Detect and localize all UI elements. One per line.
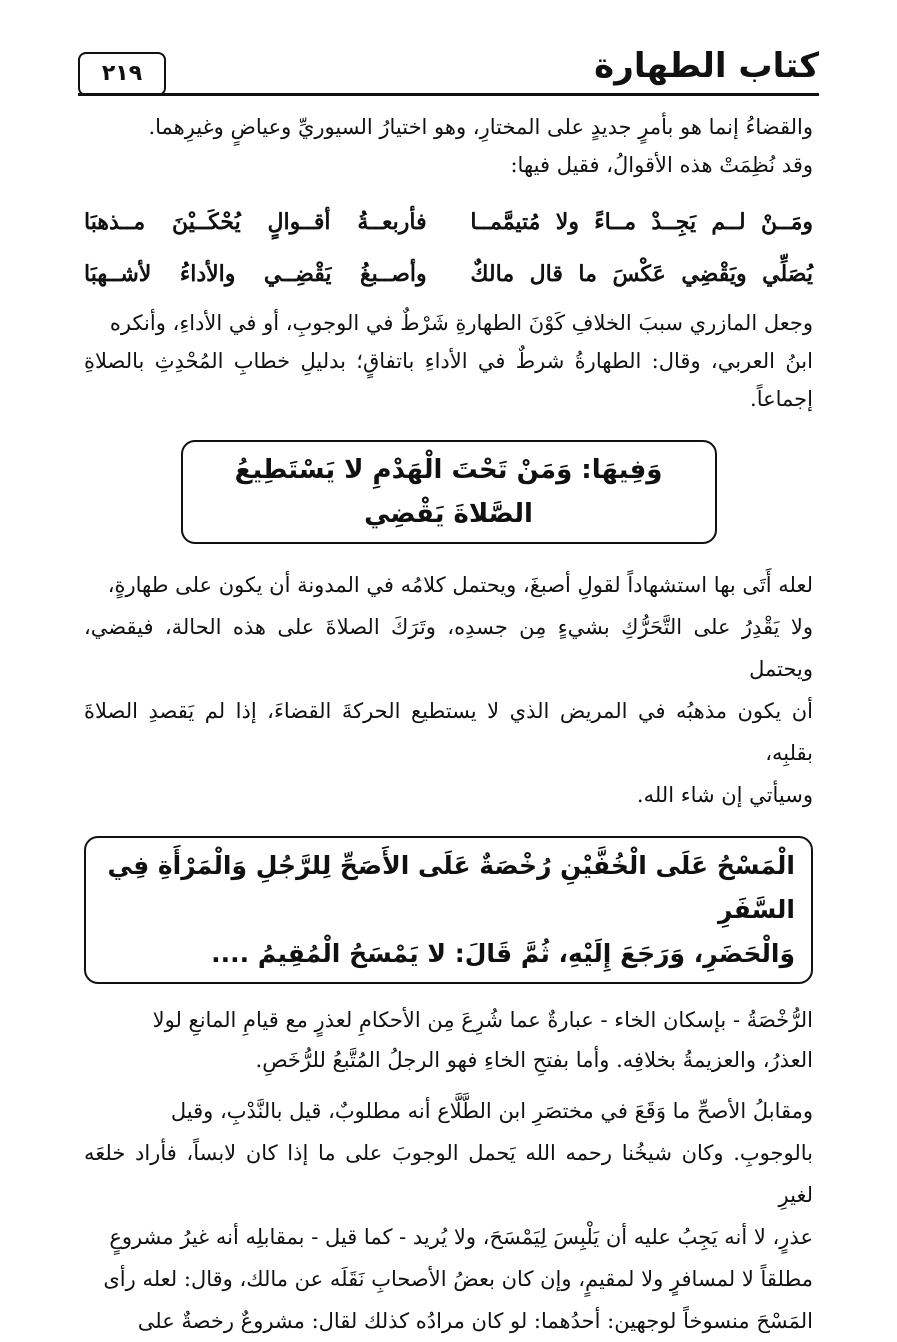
matn-heading-box: وَفِيهَا: وَمَنْ تَحْتَ الْهَدْمِ لا يَسْتَطِيعُ الصَّلاةَ يَقْضِي bbox=[181, 440, 717, 544]
text-line: مطلقاً لا لمسافرٍ ولا لمقيمٍ، وإن كان بعضُ الأصحابِ نَقَلَه عن مالك، وقال: لعله رأى bbox=[103, 1267, 813, 1291]
paragraph bbox=[84, 304, 813, 418]
text-line: ولا يَقْدِرُ على التَّحَرُّكِ بشيءٍ مِن جسدِه، وتَرَكَ الصلاةَ على هذه الحالة، فيقضي، ويحتمل bbox=[84, 615, 813, 681]
verse-second-hemistich: وأصــبغُ يَقْضِــي والأداءُ لأشــهبَا bbox=[84, 261, 427, 287]
text-line: وقد نُظِمَتْ هذه الأقوالُ، فقيل فيها: bbox=[510, 153, 813, 177]
paragraph bbox=[84, 564, 813, 816]
page-header bbox=[78, 38, 819, 98]
text-line: المَسْحَ منسوخاً لوجهين: أحدُهما: لو كان مرادُه كذلك لقال: مشروعٌ رخصةٌ على bbox=[137, 1309, 813, 1333]
text-line: ومقابلُ الأصحِّ ما وَقَعَ في مختصَرِ ابن الطَّلَّاع أنه مطلوبٌ، قيل بالنَّدْبِ، وقيل bbox=[170, 1099, 813, 1123]
text-line: وسيأتي إن شاء الله. bbox=[636, 783, 813, 807]
text-line: أن يكون مذهبُه في المريض الذي لا يستطيع الحركةَ القضاءَ، إذا لم يَقصدِ الصلاةَ بقلبِه، bbox=[84, 699, 813, 765]
paragraph bbox=[84, 108, 813, 146]
text-line: العذرُ، والعزيمةُ بخلافِه. وأما بفتحِ الخاءِ فهو الرجلُ المُتَّبعُ للرُّخَصِ. bbox=[255, 1048, 813, 1072]
verse-second-hemistich: فأربعــةُ أقــوالٍ يُحْكَــيْنَ مــذهبَا bbox=[84, 209, 427, 235]
text-line: ابنُ العربي، وقال: الطهارةُ شرطٌ في الأداءِ باتفاقٍ؛ بدليلِ خطابِ المُحْدِثِ بالصلاةِ إجماعاً. bbox=[84, 349, 813, 411]
page-content bbox=[84, 108, 813, 1342]
header-rule bbox=[78, 93, 819, 96]
paragraph bbox=[84, 1090, 813, 1342]
text-line: وجعل المازري سببَ الخلافِ كَوْنَ الطهارةِ شَرْطٌ في الوجوبِ، أو في الأداءِ، وأنكره bbox=[109, 311, 813, 335]
verse-line bbox=[84, 198, 813, 246]
matn-line: الْمَسْحُ عَلَى الْخُفَّيْنِ رُخْصَةٌ عَلَى الأَصَحِّ لِلرَّجُلِ وَالْمَرْأَةِ فِي السَّفَرِ bbox=[107, 851, 795, 924]
verse-line bbox=[84, 250, 813, 298]
text-line: عذرٍ، لا أنه يَجِبُ عليه أن يَلْبِسَ لِيَمْسَحَ، ولا يُريد - كما قيل - بمقابلِه أنه غيرُ مشروعٍ bbox=[109, 1225, 813, 1249]
text-line: بالوجوبِ. وكان شيخُنا رحمه الله يَحمل الوجوبَ على ما إذا كان لابساً، فأراد خلعَه لغيرِ bbox=[84, 1141, 813, 1207]
matn-heading-box bbox=[84, 836, 813, 984]
paragraph bbox=[84, 146, 813, 184]
text-line: لعله أَتَى بها استشهاداً لقولِ أصبغَ، ويحتمل كلامُه في المدونة أن يكون على طهارةٍ، bbox=[107, 573, 813, 597]
page-number: ٢١٩ bbox=[78, 52, 166, 96]
verse-first-hemistich: ومَــنْ لــم يَجِــدْ مــاءً ولا مُتيمَّمــا bbox=[470, 209, 813, 235]
verse-first-hemistich: يُصَلِّي ويَقْضِي عَكْسَ ما قال مالكٌ bbox=[470, 261, 813, 287]
text-line: الرُّخْصَةُ - بإسكان الخاء - عبارةٌ عما شُرِعَ مِن الأحكامِ لعذرٍ مع قيامِ المانعِ لولا bbox=[152, 1008, 813, 1032]
text-line: والقضاءُ إنما هو بأمرٍ جديدٍ على المختارِ، وهو اختيارُ السيوريِّ وعياضٍ وغيرِهما. bbox=[148, 115, 813, 139]
matn-line: وَالْحَضَرِ، وَرَجَعَ إِلَيْهِ، ثُمَّ قَالَ: لا يَمْسَحُ الْمُقِيمُ .... bbox=[211, 939, 795, 968]
paragraph bbox=[84, 1000, 813, 1080]
book-title: كتاب الطهارة bbox=[594, 46, 819, 86]
